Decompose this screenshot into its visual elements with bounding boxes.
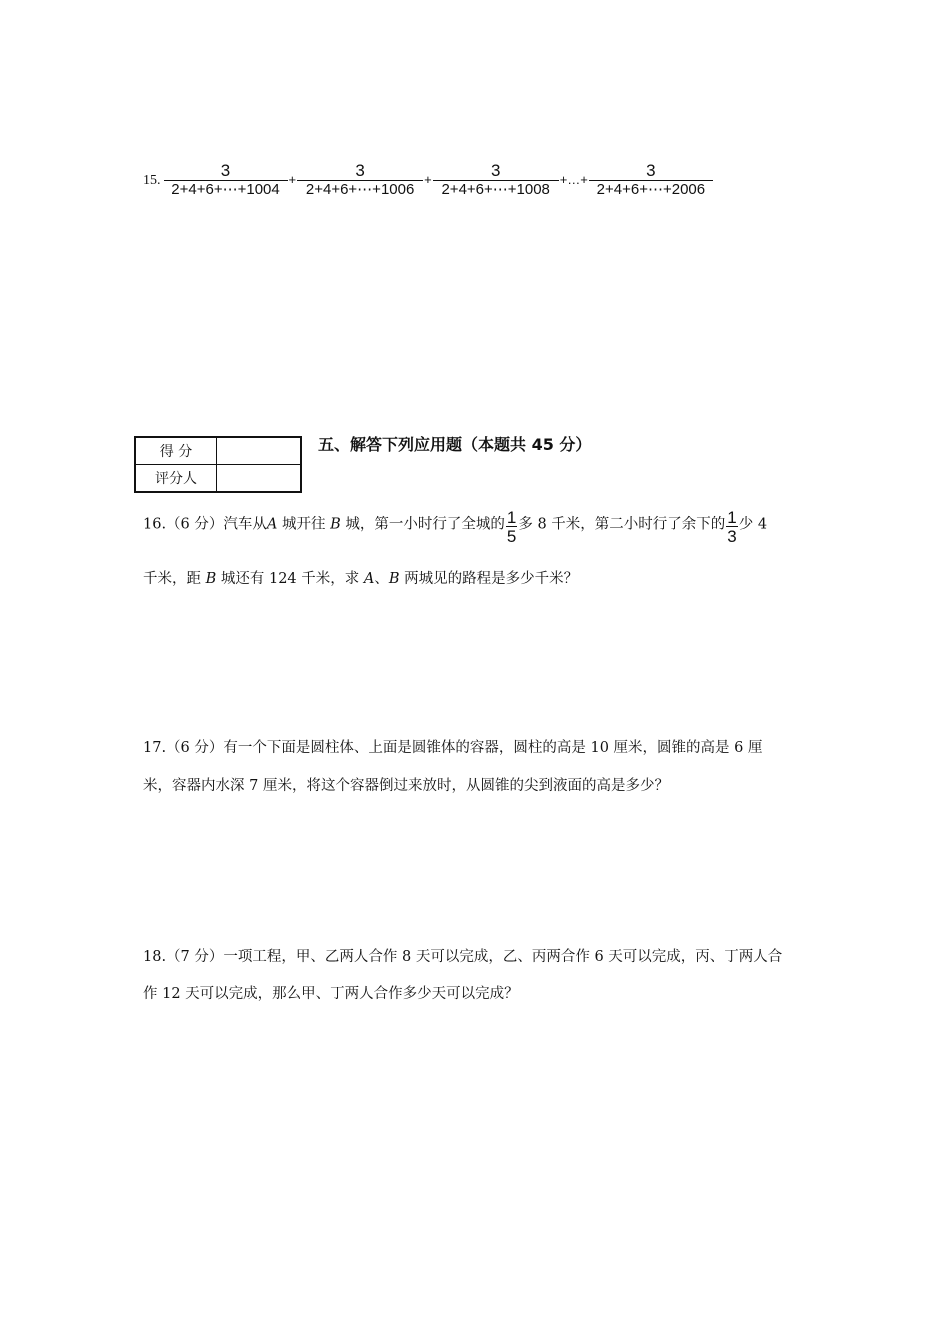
- plus-sign: +: [288, 172, 297, 187]
- question-16-line-1: [143, 506, 811, 546]
- q16-text: 少 4: [738, 516, 768, 533]
- q16-text: 千米，距: [143, 571, 206, 587]
- q16-text: 城开往: [277, 516, 331, 533]
- fraction-1: [164, 162, 288, 199]
- problem-15-label: 15.: [143, 173, 161, 188]
- fraction-2-denominator: 2+4+6+⋯+1006: [305, 181, 415, 198]
- q16-fraction-2-numerator: 1: [727, 508, 737, 527]
- q16-fraction-one-fifth: [506, 509, 517, 546]
- q16-fraction-1-denominator: 5: [506, 527, 517, 546]
- fraction-4-denominator: 2+4+6+⋯+2006: [596, 181, 706, 198]
- problem-15: [143, 162, 713, 199]
- q16-city-a: A: [266, 516, 278, 533]
- fraction-1-denominator: 2+4+6+⋯+1004: [171, 181, 280, 198]
- fraction-4: [589, 162, 713, 199]
- question-18-line-2: 作 12 天可以完成，那么甲、丁两人合作多少天可以完成？: [143, 986, 519, 1002]
- question-18-line-1: 18.（7 分）一项工程，甲、乙两人合作 8 天可以完成，乙、丙两合作 6 天可以完成，丙、丁两人合: [143, 949, 783, 965]
- grader-value-cell[interactable]: [217, 465, 302, 493]
- q16-city-b: B: [330, 516, 341, 533]
- score-label: 得 分: [135, 437, 217, 465]
- grader-label: 评分人: [135, 465, 217, 493]
- q16-text: 、: [374, 571, 389, 587]
- fraction-3: [433, 162, 559, 199]
- fraction-4-numerator: 3: [589, 162, 713, 181]
- fraction-3-denominator: 2+4+6+⋯+1008: [441, 181, 550, 198]
- plus-sign: +: [424, 172, 432, 187]
- q16-city-b: B: [388, 571, 400, 587]
- q16-fraction-2-denominator: 3: [727, 527, 737, 546]
- q16-city-a: A: [363, 571, 375, 587]
- fraction-1-numerator: 3: [164, 162, 288, 181]
- q16-text: 16.（6 分）汽车从: [143, 516, 267, 533]
- q16-text: 多 8 千米，第二小时行了余下的: [518, 516, 726, 533]
- fraction-2-numerator: 3: [297, 162, 423, 181]
- score-box: [134, 436, 302, 493]
- q16-fraction-1-numerator: 1: [506, 508, 517, 527]
- fraction-2: [297, 162, 423, 199]
- score-value-cell[interactable]: [217, 437, 302, 465]
- q16-text: 两城见的路程是多少千米？: [399, 571, 579, 587]
- ellipsis-sign: +…+: [559, 172, 588, 187]
- q16-text: 城，第一小时行了全城的: [340, 516, 505, 533]
- q16-city-b: B: [205, 571, 217, 587]
- q16-fraction-one-third: [726, 509, 737, 546]
- section-title: 五、解答下列应用题（本题共 45 分）: [318, 435, 592, 454]
- fraction-3-numerator: 3: [433, 162, 559, 181]
- q16-text: 城还有 124 千米，求: [216, 571, 364, 587]
- question-16-line-2: [143, 562, 811, 596]
- question-17-line-1: 17.（6 分）有一个下面是圆柱体、上面是圆锥体的容器，圆柱的高是 10 厘米，圆锥的高是 6 厘: [143, 740, 763, 756]
- question-17-line-2: 米，容器内水深 7 厘米，将这个容器倒过来放时，从圆锥的尖到液面的高是多少？: [143, 778, 669, 794]
